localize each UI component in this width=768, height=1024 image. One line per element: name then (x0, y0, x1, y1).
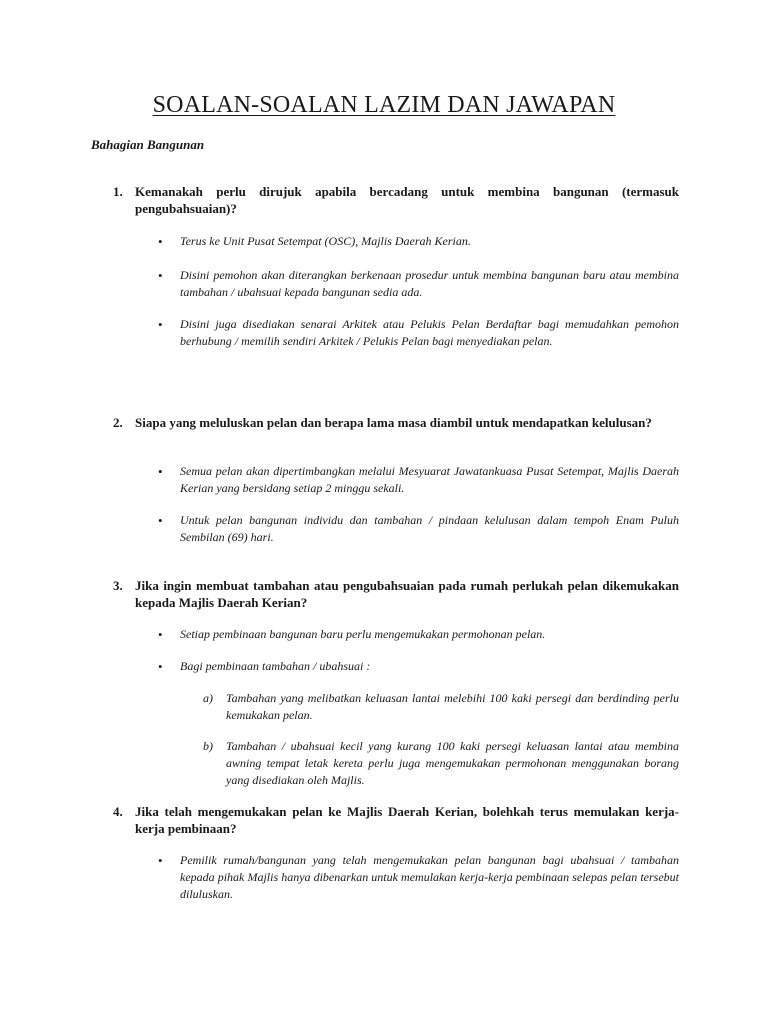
bullet-dot-icon: • (158, 513, 163, 528)
answer-text: Semua pelan akan dipertimbangkan melalui Mesyuarat Jawatankuasa Pusat Setempat, Majlis Daerah Kerian yang bersidang setiap 2 minggu sekali. (180, 464, 679, 495)
answer-text: Disini juga disediakan senarai Arkitek atau Pelukis Pelan Berdaftar bagi memudahkan pemohon berhubung / memilih sendiri Arkitek / Pelukis Pelan bagi menyediakan pelan. (180, 317, 679, 348)
answer-item (158, 233, 679, 250)
answer-item (158, 658, 679, 675)
answer-text: Setiap pembinaan bangunan baru perlu mengemukakan permohonan pelan. (180, 627, 546, 641)
sub-answer-item (203, 738, 679, 789)
question-text: Siapa yang meluluskan pelan dan berapa lama masa diambil untuk mendapatkan kelulusan? (135, 415, 652, 430)
answer-item (158, 512, 679, 546)
bullet-dot-icon: • (158, 659, 163, 674)
bullet-dot-icon: • (158, 627, 163, 642)
answer-text: Pemilik rumah/bangunan yang telah mengemukakan pelan bangunan bagi ubahsuai / tambahan kepada pihak Majlis hanya dibenarkan untuk memulakan kerja-kerja pembinaan selepas pelan tersebut diluluskan. (180, 853, 679, 901)
answer-text: Terus ke Unit Pusat Setempat (OSC), Majlis Daerah Kerian. (180, 234, 471, 248)
question-1 (113, 183, 679, 217)
question-4 (113, 803, 679, 837)
question-number: 4. (113, 804, 123, 819)
question-2 (113, 414, 679, 431)
bullet-dot-icon: • (158, 234, 163, 249)
question-text: Jika ingin membuat tambahan atau pengubahsuaian pada rumah perlukah pelan dikemukakan kepada Majlis Daerah Kerian? (135, 578, 679, 610)
sub-answer-letter: b) (203, 739, 213, 753)
question-text: Jika telah mengemukakan pelan ke Majlis Daerah Kerian, bolehkah terus memulakan kerja-kerja pembinaan? (135, 804, 679, 836)
answer-item (158, 852, 679, 903)
bullet-dot-icon: • (158, 853, 163, 868)
answer-text: Bagi pembinaan tambahan / ubahsuai : (180, 659, 371, 673)
sub-answer-text: Tambahan / ubahsuai kecil yang kurang 100 kaki persegi keluasan lantai atau membina awning tempat letak kereta perlu juga mengemukakan permohonan menggunakan borang yang disediakan oleh Majlis. (226, 739, 679, 787)
sub-answer-letter: a) (203, 691, 213, 705)
page-title: SOALAN-SOALAN LAZIM DAN JAWAPAN (152, 92, 616, 118)
answer-text: Untuk pelan bangunan individu dan tambahan / pindaan kelulusan dalam tempoh Enam Puluh Sembilan (69) hari. (180, 513, 679, 544)
question-3 (113, 577, 679, 611)
answer-text: Disini pemohon akan diterangkan berkenaan prosedur untuk membina bangunan baru atau membina tambahan / ubahsuai kepada bangunan sedia ada. (180, 268, 679, 299)
question-number: 1. (113, 184, 123, 199)
sub-answer-text: Tambahan yang melibatkan keluasan lantai melebihi 100 kaki persegi dan berdinding perlu kemukakan pelan. (226, 691, 679, 722)
sub-answer-item (203, 690, 679, 724)
answer-item (158, 316, 679, 350)
question-text: Kemanakah perlu dirujuk apabila bercadang untuk membina bangunan (termasuk pengubahsuaian)? (135, 184, 679, 216)
question-number: 3. (113, 578, 123, 593)
answer-item (158, 267, 679, 301)
section-heading: Bahagian Bangunan (91, 137, 205, 152)
bullet-dot-icon: • (158, 317, 163, 332)
bullet-dot-icon: • (158, 464, 163, 479)
bullet-dot-icon: • (158, 268, 163, 283)
answer-item (158, 463, 679, 497)
answer-item (158, 626, 679, 643)
question-number: 2. (113, 415, 123, 430)
